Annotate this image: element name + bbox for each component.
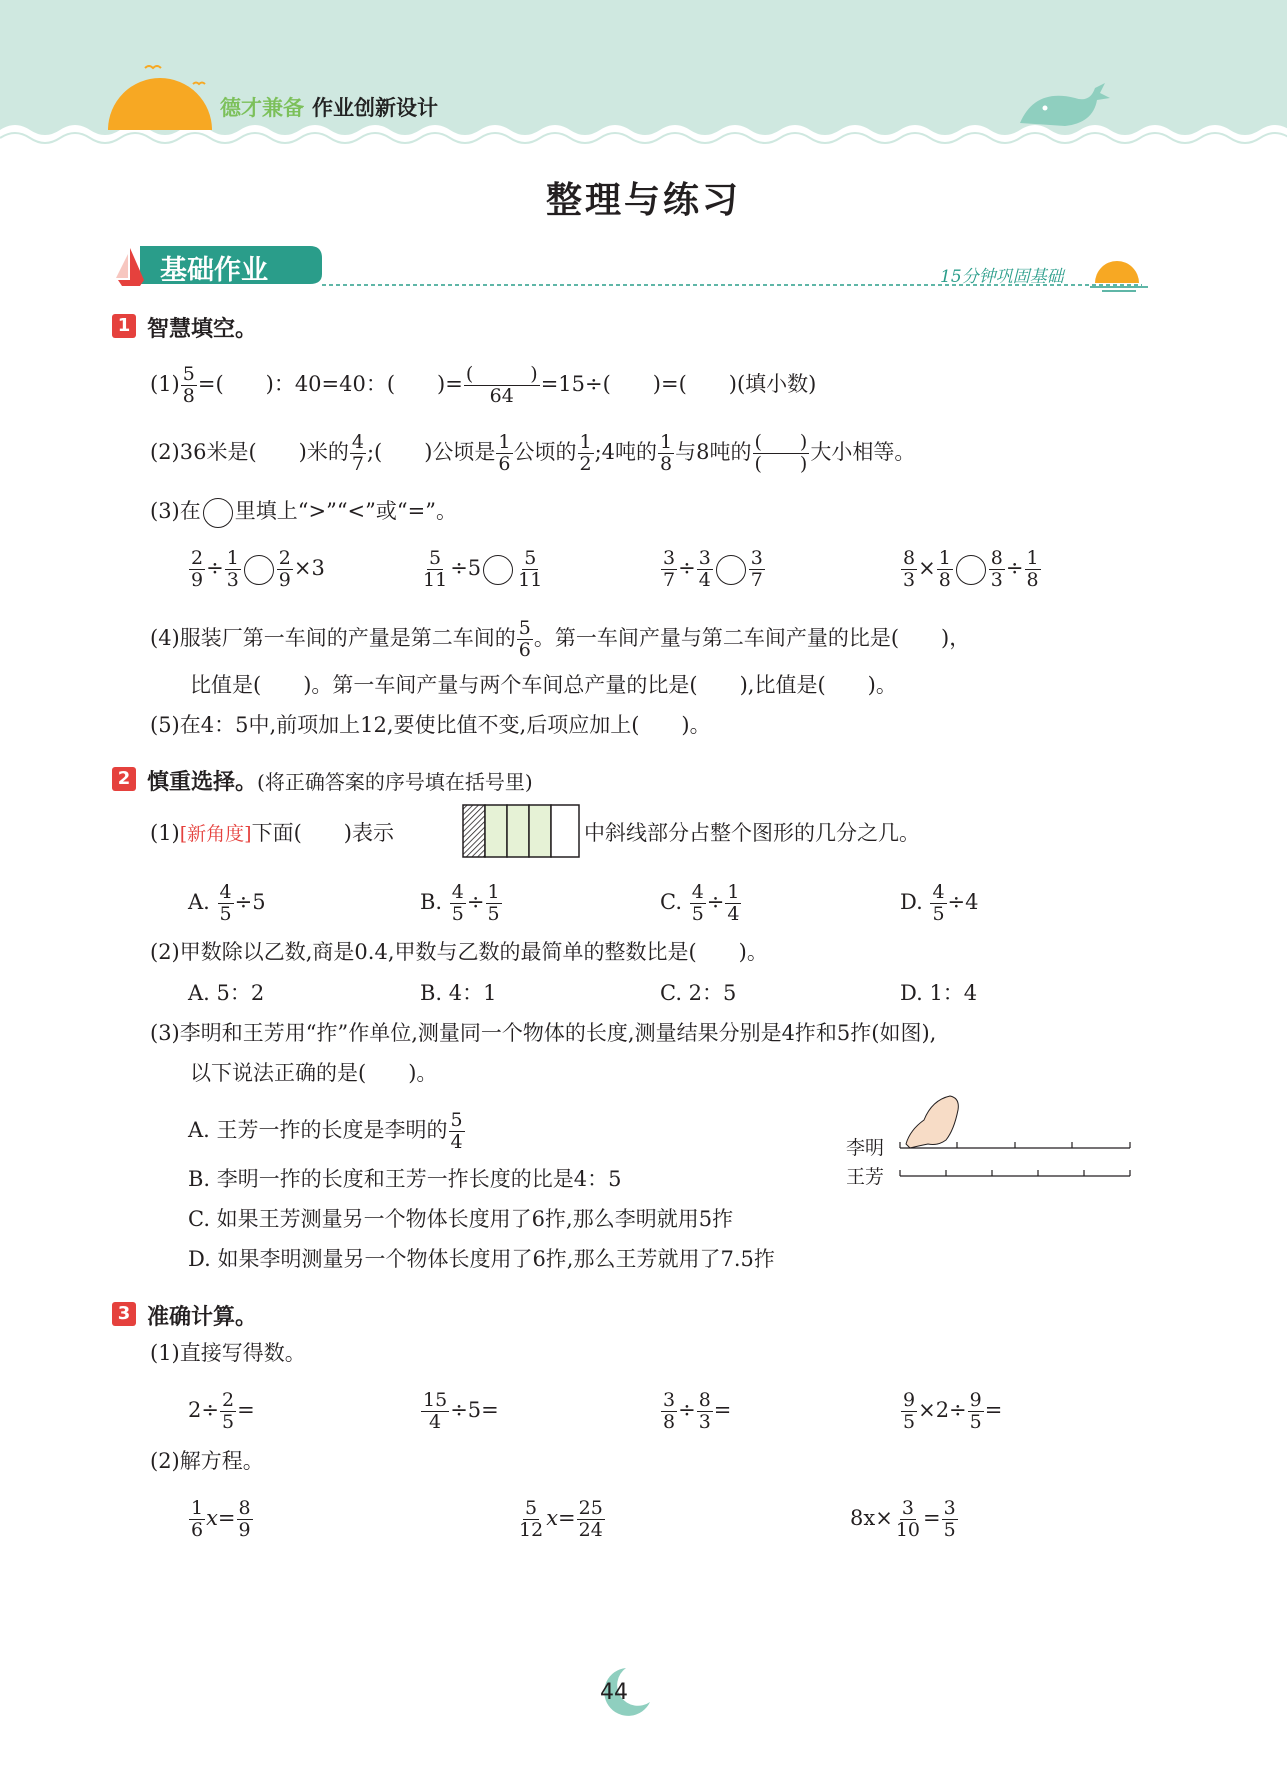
label-wangfang: 王芳 [846,1166,885,1188]
brand-subtitle: 作业创新设计 [312,96,438,120]
answer-circle[interactable] [244,555,274,585]
q3-part2: (2)解方程。 [150,1449,264,1473]
option-a[interactable]: A. 5：2 [188,981,265,1005]
option-b[interactable]: B. $\frac{4}{5}$ ÷ $\frac{1}{5}$ [420,881,500,925]
sun-icon [105,60,215,135]
calc-expr-2: $\frac{15}{4}$ ÷5= [423,1389,499,1433]
q2-part1-tail: 中斜线部分占整个图形的几分之几。 [584,821,920,845]
compare-expr-1: $\frac{2}{9}$ ÷ $\frac{1}{3}$ $\frac{2}{9}$ ×3 [191,547,325,591]
span-measure-figure [888,1090,1138,1190]
q2-part1: (1)[新角度]下面( )表示 [150,821,394,845]
option-a[interactable]: A. $\frac{4}{5}$ ÷5 [188,881,266,925]
option-b[interactable]: B. 李明一拃的长度和王芳一拃长度的比是4：5 [188,1167,622,1191]
question-title: 智慧填空。 [147,317,258,342]
q1-part4: (4)服装厂第一车间的产量是第二车间的 $\frac{5}{6}$ 。第一车间产量与第二车间产量的比是( )， [150,617,971,661]
question-number: 1 [112,314,136,338]
option-c[interactable]: C. $\frac{4}{5}$ ÷ $\frac{1}{4}$ [660,881,740,925]
compare-expr-3: $\frac{3}{7}$ ÷ $\frac{3}{4}$ $\frac{3}{7}$ [663,547,763,591]
section-tag: 基础作业 [160,255,268,286]
option-d[interactable]: D. $\frac{4}{5}$ ÷4 [900,881,979,925]
option-a[interactable]: A. 王芳一拃的长度是李明的 $\frac{5}{4}$ [188,1109,463,1153]
option-d[interactable]: D. 1：4 [900,981,978,1005]
brand-name: 德才兼备 [220,96,304,120]
compare-circle-icon [203,498,233,528]
q2-part2: (2)甲数除以乙数,商是0.4,甲数与乙数的最简单的整数比是( )。 [150,940,768,964]
answer-circle[interactable] [956,555,986,585]
question-title: 慎重选择。(将正确答案的序号填在括号里) [147,770,533,795]
calc-expr-1: 2÷ $\frac{2}{5}$ = [188,1389,255,1433]
small-sun-icon [1090,253,1150,293]
equation-3: 8x× $\frac{3}{10}$ = $\frac{3}{5}$ [850,1497,956,1541]
q2-part3: (3)李明和王芳用“拃”作单位,测量同一个物体的长度,测量结果分别是4拃和5拃(如图), [150,1021,937,1045]
q1-part5: (5)在4：5中,前项加上12,要使比值不变,后项应加上( )。 [150,713,711,737]
option-b[interactable]: B. 4：1 [420,981,497,1005]
option-d[interactable]: D. 如果李明测量另一个物体长度用了6拃,那么王芳就用了7.5拃 [188,1247,775,1271]
answer-circle[interactable] [483,555,513,585]
whale-icon [1015,78,1115,133]
page-title: 整理与练习 [545,180,741,221]
q2-part3-cont: 以下说法正确的是( )。 [190,1061,438,1085]
page-number: 44 [600,1680,628,1705]
compare-expr-2: $\frac{5}{11}$ ÷5 $\frac{5}{11}$ [423,547,543,591]
q1-part2: (2)36米是( )米的 $\frac{4}{7}$ ;( )公顷是 $\frac{1}{6}$ 公顷的 $\frac{1}{2}$ ;4吨的 $\frac{1}{8}$ 与8吨的 $\frac{( )}{( )}$ 大小相等。 [150,431,916,475]
q3-part1: (1)直接写得数。 [150,1341,306,1365]
section-time-note: 15分钟巩固基础 [940,267,1064,287]
answer-circle[interactable] [716,555,746,585]
calc-expr-3: $\frac{3}{8}$ ÷ $\frac{8}{3}$ = [663,1389,732,1433]
calc-expr-4: $\frac{9}{5}$ ×2÷ $\frac{9}{5}$ = [903,1389,1003,1433]
equation-2: $\frac{5}{12}$ x= $\frac{25}{24}$ [519,1497,603,1541]
option-c[interactable]: C. 如果王芳测量另一个物体长度用了6拃,那么李明就用5拃 [188,1207,734,1231]
equation-1: $\frac{1}{6}$ x= $\frac{8}{9}$ [191,1497,251,1541]
question-number: 3 [112,1302,136,1326]
question-title: 准确计算。 [147,1305,258,1330]
q1-part1: (1) $\frac{5}{8}$ =( )：40=40：( )= $\frac{( )}{64}$ =15÷( )=( )(填小数) [150,363,817,407]
shaded-strip-figure [462,804,582,860]
q1-part4-cont: 比值是( )。第一车间产量与两个车间总产量的比是( ),比值是( )。 [190,673,897,697]
option-c[interactable]: C. 2：5 [660,981,737,1005]
label-liming: 李明 [846,1137,885,1159]
question-number: 2 [112,767,136,791]
q1-part3: (3)在 里填上“>”“<”或“=”。 [150,496,457,528]
compare-expr-4: $\frac{8}{3}$ × $\frac{1}{8}$ $\frac{8}{3}$ ÷ $\frac{1}{8}$ [903,547,1039,591]
